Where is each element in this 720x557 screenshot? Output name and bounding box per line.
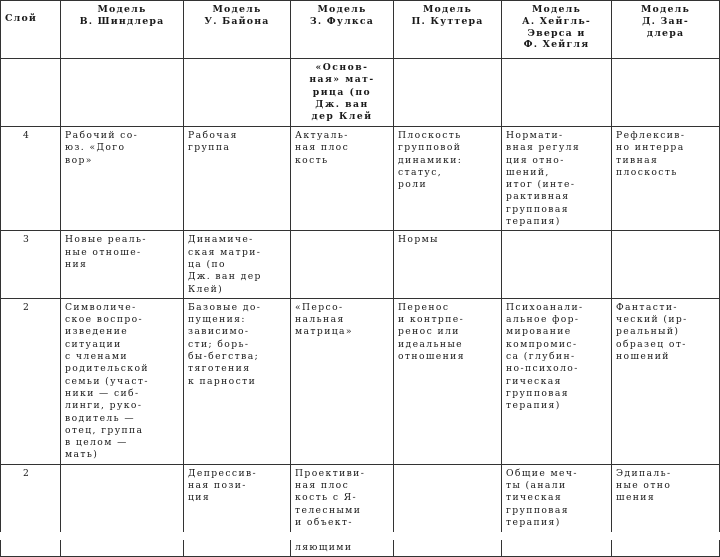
row-layer-number: 2 (1, 298, 61, 464)
table-cell: Нормати- вная регуля ция отно- шений, итог (инте- рактивная групповая терапия) (502, 127, 612, 231)
table-cell: Плоскость групповой динамики: статус, роли (394, 127, 502, 231)
row-layer-number: 2 (1, 464, 61, 556)
subheader-cell-empty (1, 59, 61, 127)
table-row (1, 231, 720, 298)
subheader-cell-empty (61, 59, 184, 127)
table-cell: Рабочий со- юз. «Дого вор» (61, 127, 184, 231)
table-subheader-row (1, 59, 720, 127)
table-cell: «Персо- нальная матрица» (291, 298, 394, 464)
table-row (1, 127, 720, 231)
table-cell: Перенос и контрпе- ренос или идеальные отношения (394, 298, 502, 464)
row-layer-number: 4 (1, 127, 61, 231)
table-cell: Базовые до- пущения: зависимо- сти; борь- бы-бегства; тяготения к парности (184, 298, 291, 464)
subheader-cell-empty (394, 59, 502, 127)
table-cell: Общие меч- ты (анали тическая групповая терапия) (502, 464, 612, 556)
row-layer-number: 3 (1, 231, 61, 298)
subheader-cell-empty (184, 59, 291, 127)
table-cell (502, 231, 612, 298)
table-row (1, 298, 720, 464)
header-heigl-evers-model: Модель А. Хейгль- Эверса и Ф. Хейгля (502, 1, 612, 59)
table-cell: Символиче- ское воспро- изведение ситуации с членами родительской семьи (участ- ники — сиб- линги, руко- водитель — отец, группа в целом — мать) (61, 298, 184, 464)
table-header-row (1, 1, 720, 59)
table-cell: Актуаль- ная плос кость (291, 127, 394, 231)
page-bottom-margin (0, 532, 720, 540)
header-bion-model: Модель У. Байона (184, 1, 291, 59)
subheader-foundation-matrix: «Основ- ная» мат- рица (по Дж. ван дер Клей (291, 59, 394, 127)
table-cell (394, 464, 502, 556)
table-row (1, 464, 720, 556)
table-cell: Динамиче- ская матри- ца (по Дж. ван дер Клей) (184, 231, 291, 298)
header-sandler-model: Модель Д. Зан- длера (612, 1, 720, 59)
header-kutter-model: Модель П. Куттера (394, 1, 502, 59)
header-foulkes-model: Модель З. Фулкса (291, 1, 394, 59)
table-cell: Фантасти- ческий (ир- реальный) образец от- ношений (612, 298, 720, 464)
table-cell: Рабочая группа (184, 127, 291, 231)
table-cell (612, 231, 720, 298)
subheader-cell-empty (612, 59, 720, 127)
table-cell: Эдипаль- ные отно шения (612, 464, 720, 556)
table-cell: Рефлексив- но интерра тивная плоскость (612, 127, 720, 231)
header-layer: Слой (1, 1, 61, 59)
header-schindler-model: Модель В. Шиндлера (61, 1, 184, 59)
subheader-cell-empty (502, 59, 612, 127)
table-cell: Проективи- ная плос кость с Я- телесными и объект- ляющими (291, 464, 394, 556)
table-cell: Новые реаль- ные отноше- ния (61, 231, 184, 298)
table-cell: Психоанали- альное фор- мирование компромис- са (глубин- но-психоло- гическая групповая терапия) (502, 298, 612, 464)
table-cell (291, 231, 394, 298)
table-cell (61, 464, 184, 556)
table-cell: Нормы (394, 231, 502, 298)
table-cell: Депрессив- ная пози- ция (184, 464, 291, 556)
